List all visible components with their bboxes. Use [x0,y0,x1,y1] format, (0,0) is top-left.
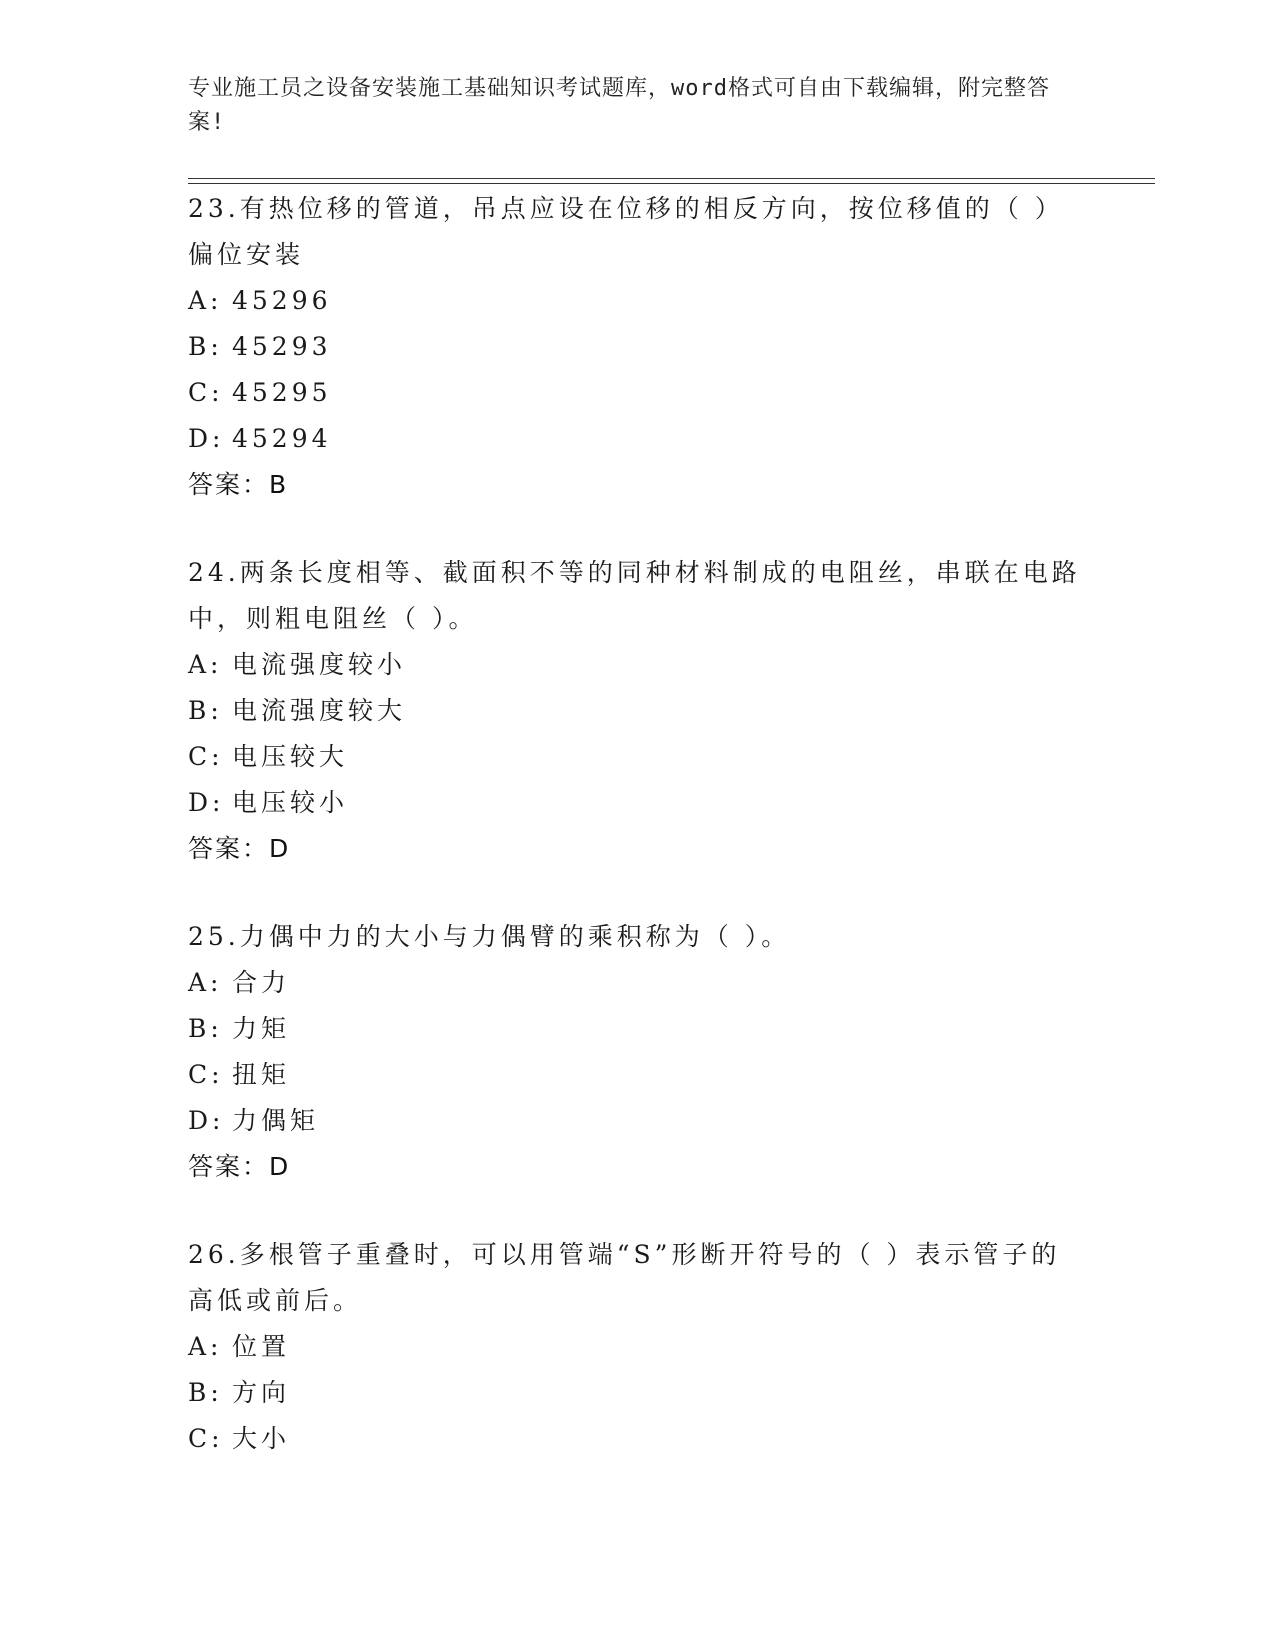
option-a [188,960,1088,1006]
option-letter: B: [188,1378,223,1407]
question-26 [188,1232,1088,1462]
option-text: 电流强度较小 [232,650,407,679]
header-divider-top [188,178,1155,179]
option-text: 方向 [232,1378,291,1407]
option-text: 45293 [232,332,332,361]
option-text: 45296 [232,286,332,315]
option-letter: D: [188,424,225,453]
question-24 [188,550,1088,872]
option-a [188,278,1088,324]
option-letter: C: [188,1424,224,1453]
answer: 答案：D [188,834,291,863]
option-c [188,370,1088,416]
option-a [188,642,1088,688]
option-letter: A: [188,968,223,997]
answer: 答案：D [188,1152,291,1181]
option-text: 电压较小 [232,788,349,817]
option-text: 合力 [232,968,291,997]
option-a [188,1324,1088,1370]
option-letter: D: [188,788,225,817]
option-d [188,416,1088,462]
option-letter: A: [188,650,223,679]
option-letter: C: [188,1060,224,1089]
option-b [188,1006,1088,1052]
question-text: 25.力偶中力的大小与力偶臂的乘积称为（ ）。 [188,922,791,951]
option-b [188,688,1088,734]
option-text: 力矩 [232,1014,291,1043]
option-d [188,780,1088,826]
option-text: 45295 [232,378,332,407]
option-letter: C: [188,378,224,407]
option-text: 力偶矩 [232,1106,320,1135]
option-c [188,1052,1088,1098]
header-divider-bottom [188,183,1155,184]
option-text: 扭矩 [232,1060,291,1089]
question-text: 24.两条长度相等、截面积不等的同种材料制成的电阻丝，串联在电路中，则粗电阻丝（ ）。 [188,558,1081,633]
question-23 [188,186,1088,508]
option-letter: B: [188,696,223,725]
option-b [188,324,1088,370]
option-letter: A: [188,1332,223,1361]
option-text: 电流强度较大 [232,696,407,725]
option-letter: A: [188,286,223,315]
option-c [188,734,1088,780]
option-letter: B: [188,1014,223,1043]
option-b [188,1370,1088,1416]
option-text: 位置 [232,1332,291,1361]
question-text: 23.有热位移的管道，吊点应设在位移的相反方向，按位移值的（ ）偏位安装 [188,194,1064,269]
question-list [188,186,1088,1462]
option-letter: D: [188,1106,225,1135]
answer: 答案：B [188,470,289,499]
option-text: 45294 [232,424,332,453]
option-text: 大小 [232,1424,291,1453]
option-letter: B: [188,332,223,361]
document-header: 专业施工员之设备安装施工基础知识考试题库，word格式可自由下载编辑，附完整答案! [188,76,1050,135]
option-letter: C: [188,742,224,771]
option-c [188,1416,1088,1462]
option-text: 电压较大 [232,742,349,771]
question-25 [188,914,1088,1190]
option-d [188,1098,1088,1144]
question-text: 26.多根管子重叠时，可以用管端“S”形断开符号的（ ）表示管子的高低或前后。 [188,1240,1061,1315]
